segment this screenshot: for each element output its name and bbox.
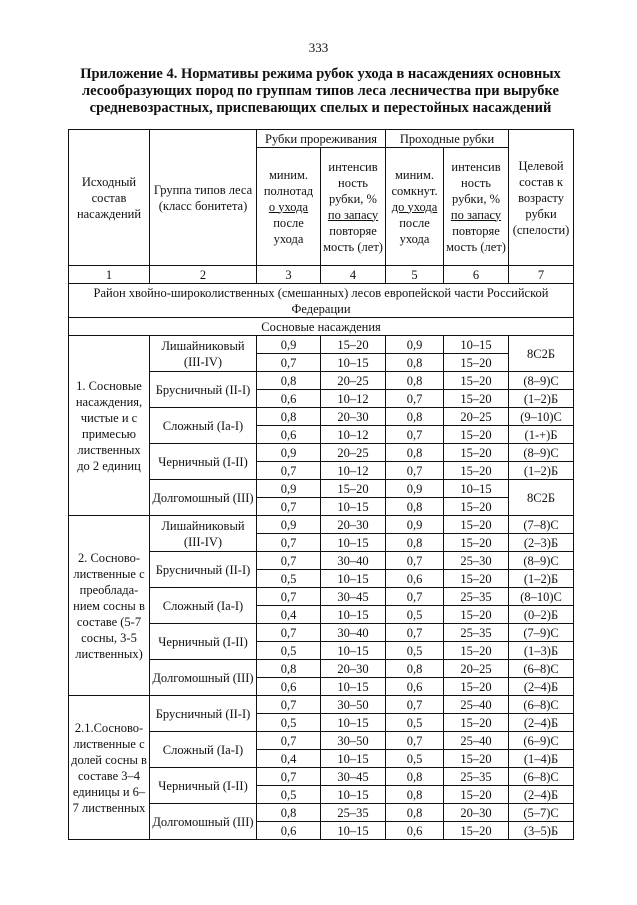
min-closure-value: 0,8 [386,372,444,390]
forest-type-cell: Долгомошный (III) [150,804,257,840]
target-composition-cell: (8–10)С [509,588,574,606]
intensity-2-value: 25–35 [444,624,509,642]
intensity-2-value: 15–20 [444,354,509,372]
target-composition-cell: (2–3)Б [509,534,574,552]
min-density-value: 0,9 [257,336,321,354]
initial-composition-cell: 1. Сосновые насаждения, чистые и с примесью лиственных до 2 единиц [69,336,150,516]
min-closure-value: 0,7 [386,588,444,606]
min-closure-value: 0,8 [386,444,444,462]
intensity-value: 10–15 [321,606,386,624]
intensity-2-value: 25–40 [444,696,509,714]
initial-composition-cell: 2.1.Сосново-лиственные с долей сосны в составе 3–4 единицы и 6–7 лиственных [69,696,150,840]
target-composition-cell: (8–9)С [509,372,574,390]
target-composition-cell: (2–4)Б [509,714,574,732]
target-composition-cell: (8–9)С [509,444,574,462]
header-thinning: Рубки прореживания [257,130,386,148]
intensity-value: 30–40 [321,624,386,642]
min-density-value: 0,6 [257,822,321,840]
intensity-value: 10–15 [321,354,386,372]
intensity-value: 10–15 [321,498,386,516]
intensity-2-value: 15–20 [444,678,509,696]
initial-composition-cell: 2. Сосново-лиственные с преоблада-нием сосны в составе (5-7 сосны, 3-5 лиственных) [69,516,150,696]
forest-type-cell: Черничный (I-II) [150,624,257,660]
intensity-value: 15–20 [321,336,386,354]
min-density-value: 0,7 [257,534,321,552]
forest-type-cell: Сложный (Ia-I) [150,732,257,768]
min-density-value: 0,7 [257,768,321,786]
intensity-2-value: 15–20 [444,498,509,516]
intensity-2-value: 25–35 [444,588,509,606]
intensity-2-value: 15–20 [444,426,509,444]
target-composition-cell: (7–9)С [509,624,574,642]
min-closure-value: 0,7 [386,624,444,642]
min-closure-value: 0,8 [386,804,444,822]
min-density-value: 0,8 [257,408,321,426]
header-intensity: интенсив ность рубки, % по запасу повторяе мость (лет) [321,148,386,266]
min-density-value: 0,7 [257,732,321,750]
column-number: 7 [509,266,574,284]
forest-type-cell: Сложный (Ia-I) [150,588,257,624]
intensity-2-value: 15–20 [444,822,509,840]
min-closure-value: 0,7 [386,696,444,714]
target-composition-cell: (1–2)Б [509,570,574,588]
min-closure-value: 0,8 [386,660,444,678]
min-density-value: 0,8 [257,372,321,390]
min-closure-value: 0,9 [386,336,444,354]
header-min-closure: миним. сомкнут. до ухода после ухода [386,148,444,266]
column-number: 1 [69,266,150,284]
intensity-2-value: 15–20 [444,390,509,408]
min-density-value: 0,7 [257,624,321,642]
min-closure-value: 0,7 [386,552,444,570]
intensity-2-value: 20–30 [444,804,509,822]
intensity-value: 20–25 [321,444,386,462]
target-composition-cell: (2–4)Б [509,678,574,696]
header-min-density: миним. полнотад о ухода после ухода [257,148,321,266]
intensity-value: 30–45 [321,768,386,786]
forest-type-cell: Брусничный (II-I) [150,552,257,588]
intensity-2-value: 15–20 [444,642,509,660]
min-density-value: 0,6 [257,390,321,408]
intensity-value: 10–15 [321,642,386,660]
min-density-value: 0,5 [257,570,321,588]
column-number: 2 [150,266,257,284]
min-density-value: 0,5 [257,786,321,804]
min-density-value: 0,8 [257,804,321,822]
intensity-value: 10–15 [321,822,386,840]
table-row [69,516,574,534]
min-density-value: 0,9 [257,444,321,462]
min-closure-value: 0,6 [386,678,444,696]
min-closure-value: 0,9 [386,480,444,498]
min-density-value: 0,7 [257,498,321,516]
intensity-2-value: 25–40 [444,732,509,750]
intensity-value: 20–25 [321,372,386,390]
intensity-value: 30–45 [321,588,386,606]
intensity-value: 10–15 [321,786,386,804]
header-forest-type-group: Группа типов леса (класс бонитета) [150,130,257,266]
min-closure-value: 0,7 [386,732,444,750]
intensity-value: 10–15 [321,570,386,588]
intensity-2-value: 20–25 [444,408,509,426]
table-row [69,336,574,354]
target-composition-cell: 8С2Б [509,480,574,516]
intensity-value: 25–35 [321,804,386,822]
column-number-row [69,266,574,284]
min-density-value: 0,4 [257,606,321,624]
target-composition-cell: (6–8)С [509,696,574,714]
intensity-2-value: 15–20 [444,534,509,552]
intensity-value: 10–12 [321,390,386,408]
min-closure-value: 0,7 [386,426,444,444]
forest-type-cell: Лишайниковый (III-IV) [150,516,257,552]
header-passage-cuttings: Проходные рубки [386,130,509,148]
min-density-value: 0,8 [257,660,321,678]
column-number: 6 [444,266,509,284]
intensity-value: 30–50 [321,696,386,714]
intensity-value: 10–12 [321,426,386,444]
intensity-2-value: 15–20 [444,750,509,768]
subsection-heading: Сосновые насаждения [69,318,574,336]
min-density-value: 0,9 [257,480,321,498]
column-number: 3 [257,266,321,284]
min-closure-value: 0,6 [386,822,444,840]
forest-thinning-table [68,129,574,840]
target-composition-cell: (1–2)Б [509,462,574,480]
min-closure-value: 0,9 [386,516,444,534]
intensity-value: 30–50 [321,732,386,750]
min-closure-value: 0,5 [386,642,444,660]
intensity-2-value: 15–20 [444,714,509,732]
target-composition-cell: (1–4)Б [509,750,574,768]
target-composition-cell: (0–2)Б [509,606,574,624]
document-title: Приложение 4. Нормативы режима рубок ухода в насаждениях основных лесообразующих пород по группам типов леса лесничества при вырубке средневозрастных, приспевающих спелых и перестойных насаждений [80,66,561,116]
intensity-2-value: 15–20 [444,570,509,588]
forest-type-cell: Брусничный (II-I) [150,372,257,408]
min-closure-value: 0,8 [386,354,444,372]
header-intensity-2: интенсив ность рубки, % по запасу повторяе мость (лет) [444,148,509,266]
min-density-value: 0,6 [257,678,321,696]
min-closure-value: 0,5 [386,750,444,768]
forest-type-cell: Черничный (I-II) [150,768,257,804]
intensity-value: 20–30 [321,408,386,426]
header-target-composition: Целевой состав к возрасту рубки (спелости) [509,130,574,266]
forest-type-cell: Черничный (I-II) [150,444,257,480]
forest-type-cell: Долгомошный (III) [150,480,257,516]
table-row [69,696,574,714]
intensity-2-value: 15–20 [444,606,509,624]
min-closure-value: 0,8 [386,768,444,786]
target-composition-cell: (6–8)С [509,660,574,678]
min-closure-value: 0,7 [386,462,444,480]
min-density-value: 0,7 [257,696,321,714]
intensity-2-value: 15–20 [444,786,509,804]
intensity-2-value: 15–20 [444,516,509,534]
min-closure-value: 0,8 [386,786,444,804]
target-composition-cell: (9–10)С [509,408,574,426]
intensity-value: 10–12 [321,462,386,480]
min-density-value: 0,7 [257,462,321,480]
intensity-value: 20–30 [321,516,386,534]
min-density-value: 0,6 [257,426,321,444]
intensity-value: 10–15 [321,678,386,696]
column-number: 4 [321,266,386,284]
intensity-value: 15–20 [321,480,386,498]
min-closure-value: 0,8 [386,534,444,552]
min-density-value: 0,5 [257,642,321,660]
min-density-value: 0,9 [257,516,321,534]
intensity-value: 10–15 [321,534,386,552]
target-composition-cell: (6–8)С [509,768,574,786]
forest-type-cell: Сложный (Ia-I) [150,408,257,444]
intensity-2-value: 25–30 [444,552,509,570]
target-composition-cell: 8С2Б [509,336,574,372]
target-composition-cell: (1–3)Б [509,642,574,660]
region-heading: Район хвойно-широколиственных (смешанных) лесов европейской части Российской Федерации [69,284,574,318]
forest-type-cell: Долгомошный (III) [150,660,257,696]
min-density-value: 0,5 [257,714,321,732]
intensity-2-value: 10–15 [444,336,509,354]
target-composition-cell: (8–9)С [509,552,574,570]
page-number: 333 [308,40,329,55]
column-number: 5 [386,266,444,284]
target-composition-cell: (3–5)Б [509,822,574,840]
min-density-value: 0,7 [257,552,321,570]
min-closure-value: 0,6 [386,570,444,588]
intensity-2-value: 15–20 [444,372,509,390]
target-composition-cell: (2–4)Б [509,786,574,804]
min-density-value: 0,7 [257,588,321,606]
forest-type-cell: Лишайниковый (III-IV) [150,336,257,372]
target-composition-cell: (6–9)С [509,732,574,750]
intensity-2-value: 15–20 [444,462,509,480]
target-composition-cell: (1–2)Б [509,390,574,408]
intensity-value: 30–40 [321,552,386,570]
forest-type-cell: Брусничный (II-I) [150,696,257,732]
intensity-value: 10–15 [321,750,386,768]
min-density-value: 0,4 [257,750,321,768]
min-density-value: 0,7 [257,354,321,372]
intensity-2-value: 20–25 [444,660,509,678]
intensity-value: 10–15 [321,714,386,732]
intensity-2-value: 25–35 [444,768,509,786]
intensity-value: 20–30 [321,660,386,678]
min-closure-value: 0,8 [386,498,444,516]
header-initial-composition: Исходный состав насаждений [69,130,150,266]
target-composition-cell: (5–7)С [509,804,574,822]
target-composition-cell: (7–8)С [509,516,574,534]
min-closure-value: 0,8 [386,408,444,426]
min-closure-value: 0,5 [386,714,444,732]
min-closure-value: 0,7 [386,390,444,408]
min-closure-value: 0,5 [386,606,444,624]
intensity-2-value: 15–20 [444,444,509,462]
intensity-2-value: 10–15 [444,480,509,498]
target-composition-cell: (1-+)Б [509,426,574,444]
